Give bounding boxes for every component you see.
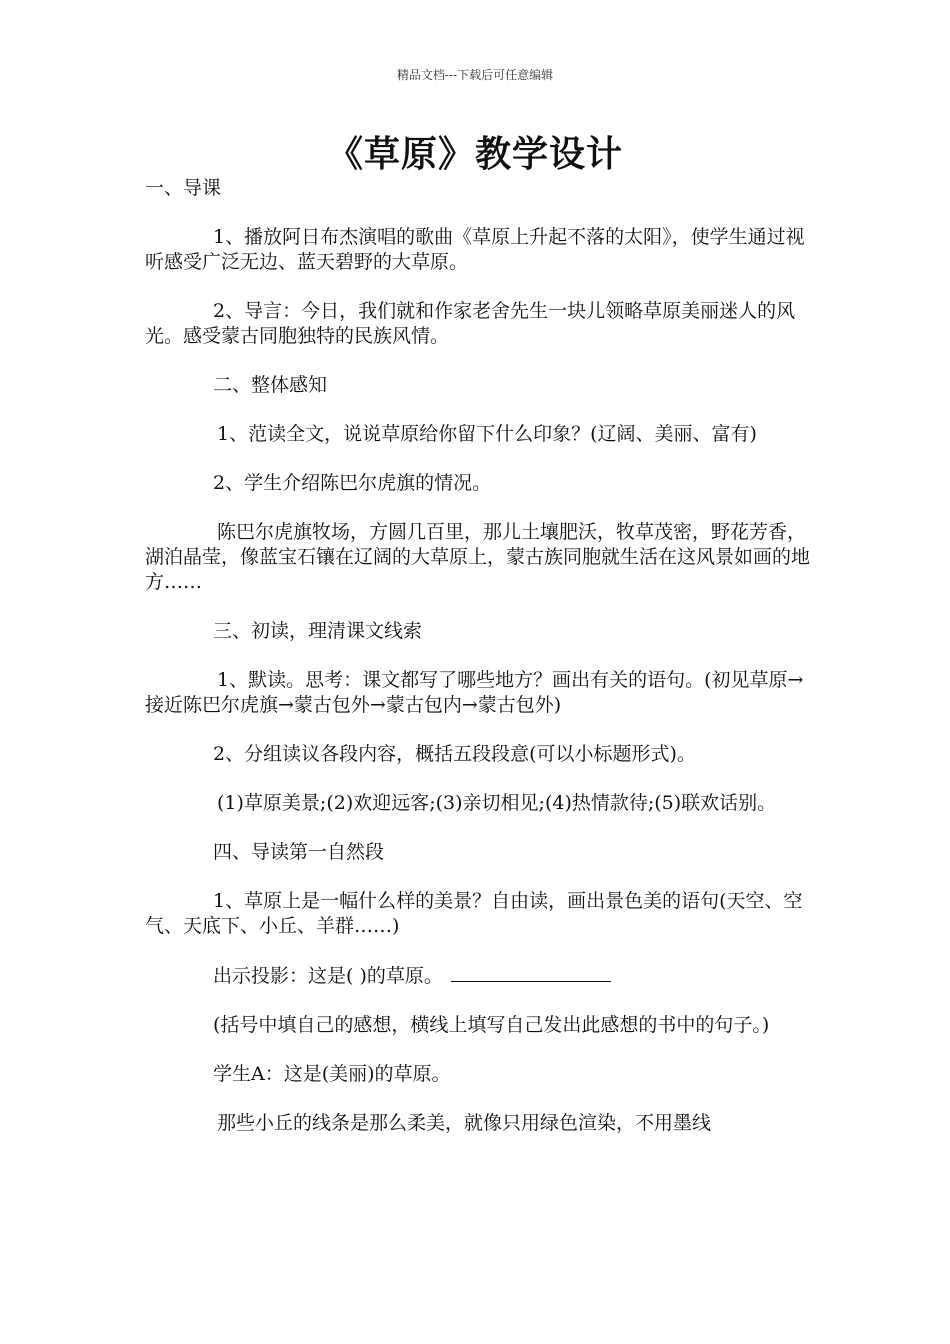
paragraph: 陈巴尔虎旗牧场，方圆几百里，那儿土壤肥沃，牧草茂密，野花芳香，湖泊晶莹，像蓝宝石镶在辽阔的大草原上，蒙古族同胞就生活在这风景如画的地方…… <box>145 521 811 593</box>
paragraph: 2、学生介绍陈巴尔虎旗的情况。 <box>213 472 492 494</box>
fill-in-blank-line <box>451 963 611 982</box>
paragraph: 1、播放阿日布杰演唱的歌曲《草原上升起不落的太阳》，使学生通过视听感受广泛无边、蓝天碧野的大草原。 <box>145 226 805 273</box>
paragraph: (括号中填自己的感想，横线上填写自己发出此感想的书中的句子。) <box>213 1014 770 1036</box>
paragraph: 1、范读全文，说说草原给你留下什么印象？(辽阔、美丽、富有) <box>217 423 757 445</box>
section-heading-3: 三、初读，理清课文线索 <box>213 620 423 642</box>
paragraph-with-blank <box>145 963 810 989</box>
paragraph: (1)草原美景;(2)欢迎远客;(3)亲切相见;(4)热情款待;(5)联欢话别。 <box>217 792 777 814</box>
section-heading-1: 一、导课 <box>145 177 222 199</box>
paragraph: 1、默读。思考：课文都写了哪些地方？画出有关的语句。(初见草原→接近陈巴尔虎旗→蒙古包外→蒙古包内→蒙古包外) <box>145 669 804 716</box>
paragraph: 1、草原上是一幅什么样的美景？自由读，画出景色美的语句(天空、空气、天底下、小丘、羊群……) <box>145 890 803 937</box>
section-heading-4: 四、导读第一自然段 <box>213 841 385 863</box>
projection-prompt: 出示投影：这是( )的草原。 <box>213 965 443 987</box>
section-heading-2: 二、整体感知 <box>213 374 328 396</box>
document-body <box>145 176 810 1160</box>
header-note: 精品文档---下载后可任意编辑 <box>396 68 554 82</box>
paragraph: 2、分组读议各段内容，概括五段段意(可以小标题形式)。 <box>213 743 696 765</box>
document-title: 《草原》教学设计 <box>326 133 623 175</box>
paragraph: 2、导言：今日，我们就和作家老舍先生一块儿领略草原美丽迷人的风光。感受蒙古同胞独特的民族风情。 <box>145 300 796 347</box>
paragraph: 学生A：这是(美丽)的草原。 <box>213 1063 451 1085</box>
paragraph: 那些小丘的线条是那么柔美，就像只用绿色渲染，不用墨线 <box>217 1112 712 1134</box>
